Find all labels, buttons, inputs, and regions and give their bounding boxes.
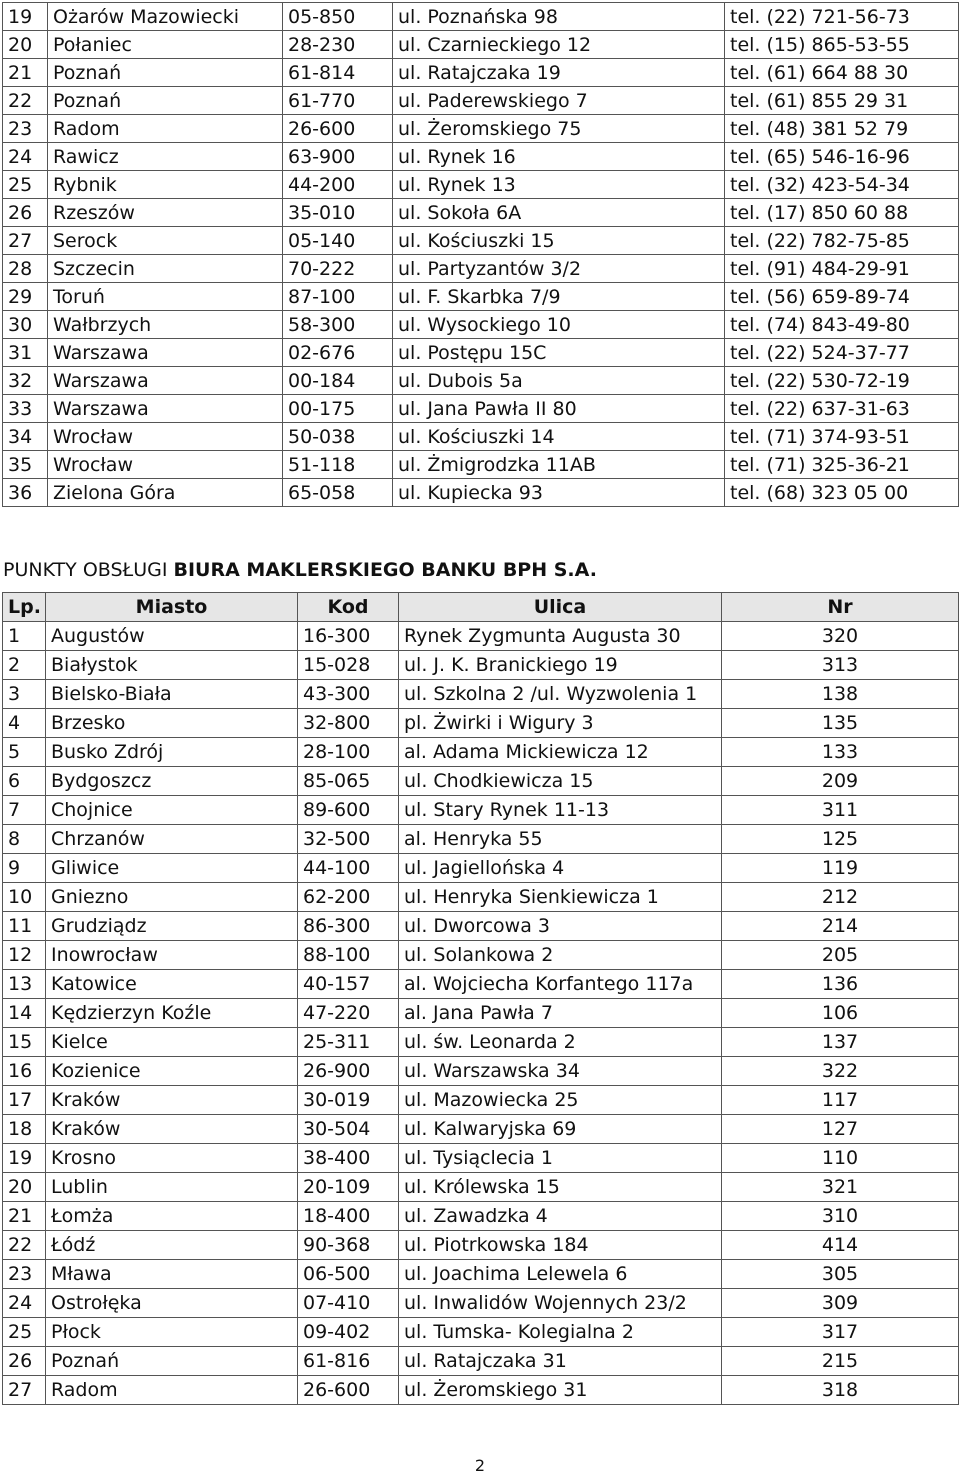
cell-phone: tel. (68) 323 05 00 <box>725 479 959 507</box>
cell-street: ul. Poznańska 98 <box>393 3 725 31</box>
cell-postal-code: 65-058 <box>283 479 393 507</box>
cell-lp: 20 <box>3 1173 46 1202</box>
cell-street: ul. F. Skarbka 7/9 <box>393 283 725 311</box>
cell-postal-code: 28-230 <box>283 31 393 59</box>
cell-lp: 25 <box>3 171 48 199</box>
cell-city: Katowice <box>46 970 298 999</box>
cell-lp: 28 <box>3 255 48 283</box>
branch-row <box>3 171 959 199</box>
cell-nr: 317 <box>722 1318 959 1347</box>
cell-lp: 12 <box>3 941 46 970</box>
office-row <box>3 1289 959 1318</box>
column-header-kod: Kod <box>298 593 399 622</box>
cell-lp: 1 <box>3 622 46 651</box>
cell-street: ul. Królewska 15 <box>399 1173 722 1202</box>
cell-city: Serock <box>48 227 283 255</box>
cell-lp: 32 <box>3 367 48 395</box>
branch-row <box>3 423 959 451</box>
cell-nr: 205 <box>722 941 959 970</box>
cell-city: Brzesko <box>46 709 298 738</box>
cell-nr: 313 <box>722 651 959 680</box>
cell-street: ul. Zawadzka 4 <box>399 1202 722 1231</box>
offices-header-row <box>3 593 959 622</box>
cell-city: Łomża <box>46 1202 298 1231</box>
cell-city: Szczecin <box>48 255 283 283</box>
branch-row <box>3 479 959 507</box>
cell-nr: 305 <box>722 1260 959 1289</box>
cell-street: ul. Kościuszki 14 <box>393 423 725 451</box>
cell-nr: 321 <box>722 1173 959 1202</box>
cell-nr: 136 <box>722 970 959 999</box>
cell-lp: 21 <box>3 59 48 87</box>
cell-city: Warszawa <box>48 339 283 367</box>
cell-lp: 33 <box>3 395 48 423</box>
cell-phone: tel. (71) 325-36-21 <box>725 451 959 479</box>
brokerage-offices-table <box>2 592 959 1405</box>
cell-lp: 20 <box>3 31 48 59</box>
cell-lp: 23 <box>3 1260 46 1289</box>
office-row <box>3 854 959 883</box>
page-number: 2 <box>474 1456 486 1475</box>
cell-lp: 19 <box>3 3 48 31</box>
cell-postal-code: 63-900 <box>283 143 393 171</box>
office-row <box>3 622 959 651</box>
cell-city: Płock <box>46 1318 298 1347</box>
cell-street: ul. Inwalidów Wojennych 23/2 <box>399 1289 722 1318</box>
cell-city: Mława <box>46 1260 298 1289</box>
column-header-ulica: Ulica <box>399 593 722 622</box>
cell-postal-code: 02-676 <box>283 339 393 367</box>
branch-row <box>3 227 959 255</box>
cell-nr: 125 <box>722 825 959 854</box>
cell-postal-code: 09-402 <box>298 1318 399 1347</box>
cell-city: Kraków <box>46 1086 298 1115</box>
cell-lp: 3 <box>3 680 46 709</box>
cell-postal-code: 38-400 <box>298 1144 399 1173</box>
cell-lp: 23 <box>3 115 48 143</box>
cell-city: Toruń <box>48 283 283 311</box>
cell-postal-code: 44-200 <box>283 171 393 199</box>
cell-lp: 15 <box>3 1028 46 1057</box>
cell-lp: 24 <box>3 143 48 171</box>
cell-lp: 11 <box>3 912 46 941</box>
cell-nr: 309 <box>722 1289 959 1318</box>
cell-nr: 137 <box>722 1028 959 1057</box>
cell-street: ul. Żeromskiego 75 <box>393 115 725 143</box>
cell-postal-code: 05-850 <box>283 3 393 31</box>
cell-postal-code: 51-118 <box>283 451 393 479</box>
cell-postal-code: 88-100 <box>298 941 399 970</box>
cell-city: Gliwice <box>46 854 298 883</box>
cell-street: al. Henryka 55 <box>399 825 722 854</box>
cell-lp: 5 <box>3 738 46 767</box>
branch-row <box>3 3 959 31</box>
cell-street: ul. Postępu 15C <box>393 339 725 367</box>
office-row <box>3 796 959 825</box>
cell-street: ul. Partyzantów 3/2 <box>393 255 725 283</box>
cell-lp: 18 <box>3 1115 46 1144</box>
cell-city: Bydgoszcz <box>46 767 298 796</box>
cell-city: Łódź <box>46 1231 298 1260</box>
cell-nr: 214 <box>722 912 959 941</box>
cell-phone: tel. (17) 850 60 88 <box>725 199 959 227</box>
section-heading <box>3 558 597 582</box>
cell-postal-code: 62-200 <box>298 883 399 912</box>
cell-street: Rynek Zygmunta Augusta 30 <box>399 622 722 651</box>
cell-city: Rawicz <box>48 143 283 171</box>
cell-nr: 119 <box>722 854 959 883</box>
cell-street: ul. Piotrkowska 184 <box>399 1231 722 1260</box>
office-row <box>3 1260 959 1289</box>
branch-row <box>3 451 959 479</box>
cell-nr: 310 <box>722 1202 959 1231</box>
cell-city: Rybnik <box>48 171 283 199</box>
cell-street: ul. Kościuszki 15 <box>393 227 725 255</box>
cell-street: ul. Warszawska 34 <box>399 1057 722 1086</box>
cell-city: Ostrołęka <box>46 1289 298 1318</box>
cell-street: ul. J. K. Branickiego 19 <box>399 651 722 680</box>
office-row <box>3 912 959 941</box>
cell-postal-code: 18-400 <box>298 1202 399 1231</box>
cell-city: Warszawa <box>48 367 283 395</box>
cell-postal-code: 26-900 <box>298 1057 399 1086</box>
cell-postal-code: 90-368 <box>298 1231 399 1260</box>
cell-street: ul. Dworcowa 3 <box>399 912 722 941</box>
office-row <box>3 999 959 1028</box>
cell-phone: tel. (65) 546-16-96 <box>725 143 959 171</box>
cell-city: Poznań <box>48 87 283 115</box>
cell-city: Białystok <box>46 651 298 680</box>
cell-nr: 212 <box>722 883 959 912</box>
cell-street: ul. Tysiąclecia 1 <box>399 1144 722 1173</box>
branch-row <box>3 283 959 311</box>
cell-phone: tel. (22) 721-56-73 <box>725 3 959 31</box>
cell-city: Warszawa <box>48 395 283 423</box>
office-row <box>3 1057 959 1086</box>
cell-phone: tel. (91) 484-29-91 <box>725 255 959 283</box>
office-row <box>3 883 959 912</box>
cell-nr: 135 <box>722 709 959 738</box>
cell-nr: 117 <box>722 1086 959 1115</box>
cell-postal-code: 16-300 <box>298 622 399 651</box>
cell-city: Wrocław <box>48 423 283 451</box>
cell-street: ul. Tumska- Kolegialna 2 <box>399 1318 722 1347</box>
cell-lp: 21 <box>3 1202 46 1231</box>
cell-postal-code: 20-109 <box>298 1173 399 1202</box>
cell-nr: 318 <box>722 1376 959 1405</box>
cell-nr: 215 <box>722 1347 959 1376</box>
branch-row <box>3 395 959 423</box>
office-row <box>3 970 959 999</box>
cell-nr: 110 <box>722 1144 959 1173</box>
cell-city: Zielona Góra <box>48 479 283 507</box>
cell-postal-code: 43-300 <box>298 680 399 709</box>
cell-nr: 320 <box>722 622 959 651</box>
column-header-nr: Nr <box>722 593 959 622</box>
cell-postal-code: 58-300 <box>283 311 393 339</box>
cell-lp: 30 <box>3 311 48 339</box>
office-row <box>3 941 959 970</box>
branch-row <box>3 255 959 283</box>
cell-postal-code: 07-410 <box>298 1289 399 1318</box>
cell-city: Rzeszów <box>48 199 283 227</box>
cell-postal-code: 26-600 <box>298 1376 399 1405</box>
office-row <box>3 1173 959 1202</box>
cell-city: Chrzanów <box>46 825 298 854</box>
cell-nr: 133 <box>722 738 959 767</box>
cell-lp: 25 <box>3 1318 46 1347</box>
cell-street: ul. Ratajczaka 19 <box>393 59 725 87</box>
cell-postal-code: 30-504 <box>298 1115 399 1144</box>
cell-lp: 16 <box>3 1057 46 1086</box>
cell-street: ul. Żeromskiego 31 <box>399 1376 722 1405</box>
cell-street: ul. Jana Pawła II 80 <box>393 395 725 423</box>
branch-row <box>3 59 959 87</box>
cell-nr: 106 <box>722 999 959 1028</box>
cell-street: ul. Dubois 5a <box>393 367 725 395</box>
cell-city: Wałbrzych <box>48 311 283 339</box>
office-row <box>3 1231 959 1260</box>
cell-lp: 6 <box>3 767 46 796</box>
column-header-lp: Lp. <box>3 593 46 622</box>
cell-city: Połaniec <box>48 31 283 59</box>
cell-lp: 9 <box>3 854 46 883</box>
office-row <box>3 1115 959 1144</box>
cell-postal-code: 25-311 <box>298 1028 399 1057</box>
branches-table-body <box>3 3 959 507</box>
cell-phone: tel. (61) 664 88 30 <box>725 59 959 87</box>
cell-city: Lublin <box>46 1173 298 1202</box>
cell-street: ul. Joachima Lelewela 6 <box>399 1260 722 1289</box>
office-row <box>3 825 959 854</box>
cell-city: Gniezno <box>46 883 298 912</box>
cell-street: al. Jana Pawła 7 <box>399 999 722 1028</box>
cell-city: Busko Zdrój <box>46 738 298 767</box>
cell-street: ul. Jagiellońska 4 <box>399 854 722 883</box>
branch-row <box>3 199 959 227</box>
cell-phone: tel. (56) 659-89-74 <box>725 283 959 311</box>
cell-lp: 26 <box>3 199 48 227</box>
cell-street: ul. Wysockiego 10 <box>393 311 725 339</box>
cell-postal-code: 40-157 <box>298 970 399 999</box>
cell-postal-code: 44-100 <box>298 854 399 883</box>
cell-street: ul. Szkolna 2 /ul. Wyzwolenia 1 <box>399 680 722 709</box>
cell-postal-code: 61-816 <box>298 1347 399 1376</box>
branch-row <box>3 87 959 115</box>
cell-postal-code: 50-038 <box>283 423 393 451</box>
cell-postal-code: 15-028 <box>298 651 399 680</box>
cell-lp: 13 <box>3 970 46 999</box>
cell-lp: 7 <box>3 796 46 825</box>
section-heading-prefix: PUNKTY OBSŁUGI <box>3 559 168 581</box>
cell-lp: 29 <box>3 283 48 311</box>
cell-phone: tel. (61) 855 29 31 <box>725 87 959 115</box>
branch-row <box>3 143 959 171</box>
cell-street: ul. Henryka Sienkiewicza 1 <box>399 883 722 912</box>
cell-postal-code: 70-222 <box>283 255 393 283</box>
cell-city: Kielce <box>46 1028 298 1057</box>
cell-phone: tel. (22) 530-72-19 <box>725 367 959 395</box>
cell-street: ul. Chodkiewicza 15 <box>399 767 722 796</box>
cell-street: ul. Czarnieckiego 12 <box>393 31 725 59</box>
cell-postal-code: 06-500 <box>298 1260 399 1289</box>
cell-street: ul. Rynek 16 <box>393 143 725 171</box>
office-row <box>3 709 959 738</box>
cell-city: Wrocław <box>48 451 283 479</box>
cell-street: ul. Ratajczaka 31 <box>399 1347 722 1376</box>
cell-lp: 8 <box>3 825 46 854</box>
cell-lp: 17 <box>3 1086 46 1115</box>
cell-postal-code: 61-814 <box>283 59 393 87</box>
cell-nr: 311 <box>722 796 959 825</box>
cell-postal-code: 89-600 <box>298 796 399 825</box>
cell-street: al. Adama Mickiewicza 12 <box>399 738 722 767</box>
section-heading-bold: BIURA MAKLERSKIEGO BANKU BPH S.A. <box>173 559 597 581</box>
branch-row <box>3 311 959 339</box>
cell-city: Krosno <box>46 1144 298 1173</box>
cell-postal-code: 87-100 <box>283 283 393 311</box>
cell-postal-code: 35-010 <box>283 199 393 227</box>
cell-street: pl. Żwirki i Wigury 3 <box>399 709 722 738</box>
cell-postal-code: 32-500 <box>298 825 399 854</box>
cell-postal-code: 05-140 <box>283 227 393 255</box>
cell-street: al. Wojciecha Korfantego 117a <box>399 970 722 999</box>
cell-postal-code: 30-019 <box>298 1086 399 1115</box>
cell-postal-code: 61-770 <box>283 87 393 115</box>
cell-street: ul. Rynek 13 <box>393 171 725 199</box>
cell-postal-code: 32-800 <box>298 709 399 738</box>
cell-phone: tel. (22) 782-75-85 <box>725 227 959 255</box>
office-row <box>3 1318 959 1347</box>
cell-phone: tel. (32) 423-54-34 <box>725 171 959 199</box>
office-row <box>3 1202 959 1231</box>
cell-street: ul. Sokoła 6A <box>393 199 725 227</box>
cell-postal-code: 28-100 <box>298 738 399 767</box>
cell-lp: 35 <box>3 451 48 479</box>
cell-postal-code: 85-065 <box>298 767 399 796</box>
cell-city: Kozienice <box>46 1057 298 1086</box>
cell-street: ul. Żmigrodzka 11AB <box>393 451 725 479</box>
branch-row <box>3 339 959 367</box>
cell-phone: tel. (15) 865-53-55 <box>725 31 959 59</box>
cell-street: ul. św. Leonarda 2 <box>399 1028 722 1057</box>
cell-nr: 127 <box>722 1115 959 1144</box>
cell-city: Kraków <box>46 1115 298 1144</box>
cell-lp: 31 <box>3 339 48 367</box>
office-row <box>3 767 959 796</box>
cell-city: Inowrocław <box>46 941 298 970</box>
cell-city: Augustów <box>46 622 298 651</box>
cell-street: ul. Stary Rynek 11-13 <box>399 796 722 825</box>
cell-postal-code: 47-220 <box>298 999 399 1028</box>
cell-lp: 27 <box>3 227 48 255</box>
branch-row <box>3 115 959 143</box>
cell-city: Kędzierzyn Koźle <box>46 999 298 1028</box>
cell-city: Poznań <box>46 1347 298 1376</box>
cell-postal-code: 00-184 <box>283 367 393 395</box>
cell-phone: tel. (71) 374-93-51 <box>725 423 959 451</box>
cell-street: ul. Solankowa 2 <box>399 941 722 970</box>
office-row <box>3 738 959 767</box>
cell-lp: 26 <box>3 1347 46 1376</box>
branches-table <box>2 2 959 507</box>
cell-city: Radom <box>46 1376 298 1405</box>
cell-phone: tel. (48) 381 52 79 <box>725 115 959 143</box>
cell-nr: 414 <box>722 1231 959 1260</box>
offices-table-body <box>3 622 959 1405</box>
office-row <box>3 1028 959 1057</box>
cell-lp: 4 <box>3 709 46 738</box>
cell-city: Ożarów Mazowiecki <box>48 3 283 31</box>
branch-row <box>3 31 959 59</box>
office-row <box>3 1086 959 1115</box>
cell-city: Poznań <box>48 59 283 87</box>
cell-lp: 10 <box>3 883 46 912</box>
cell-postal-code: 00-175 <box>283 395 393 423</box>
office-row <box>3 1347 959 1376</box>
office-row <box>3 1376 959 1405</box>
cell-lp: 2 <box>3 651 46 680</box>
cell-city: Chojnice <box>46 796 298 825</box>
office-row <box>3 1144 959 1173</box>
cell-lp: 22 <box>3 87 48 115</box>
cell-lp: 36 <box>3 479 48 507</box>
cell-lp: 27 <box>3 1376 46 1405</box>
cell-nr: 138 <box>722 680 959 709</box>
cell-nr: 209 <box>722 767 959 796</box>
cell-street: ul. Paderewskiego 7 <box>393 87 725 115</box>
cell-city: Radom <box>48 115 283 143</box>
cell-street: ul. Kalwaryjska 69 <box>399 1115 722 1144</box>
cell-lp: 24 <box>3 1289 46 1318</box>
cell-phone: tel. (22) 637-31-63 <box>725 395 959 423</box>
cell-street: ul. Kupiecka 93 <box>393 479 725 507</box>
cell-phone: tel. (22) 524-37-77 <box>725 339 959 367</box>
office-row <box>3 651 959 680</box>
branch-row <box>3 367 959 395</box>
cell-lp: 34 <box>3 423 48 451</box>
column-header-miasto: Miasto <box>46 593 298 622</box>
cell-city: Bielsko-Biała <box>46 680 298 709</box>
cell-phone: tel. (74) 843-49-80 <box>725 311 959 339</box>
cell-postal-code: 86-300 <box>298 912 399 941</box>
cell-street: ul. Mazowiecka 25 <box>399 1086 722 1115</box>
cell-lp: 19 <box>3 1144 46 1173</box>
cell-nr: 322 <box>722 1057 959 1086</box>
office-row <box>3 680 959 709</box>
cell-city: Grudziądz <box>46 912 298 941</box>
cell-lp: 14 <box>3 999 46 1028</box>
cell-lp: 22 <box>3 1231 46 1260</box>
cell-postal-code: 26-600 <box>283 115 393 143</box>
